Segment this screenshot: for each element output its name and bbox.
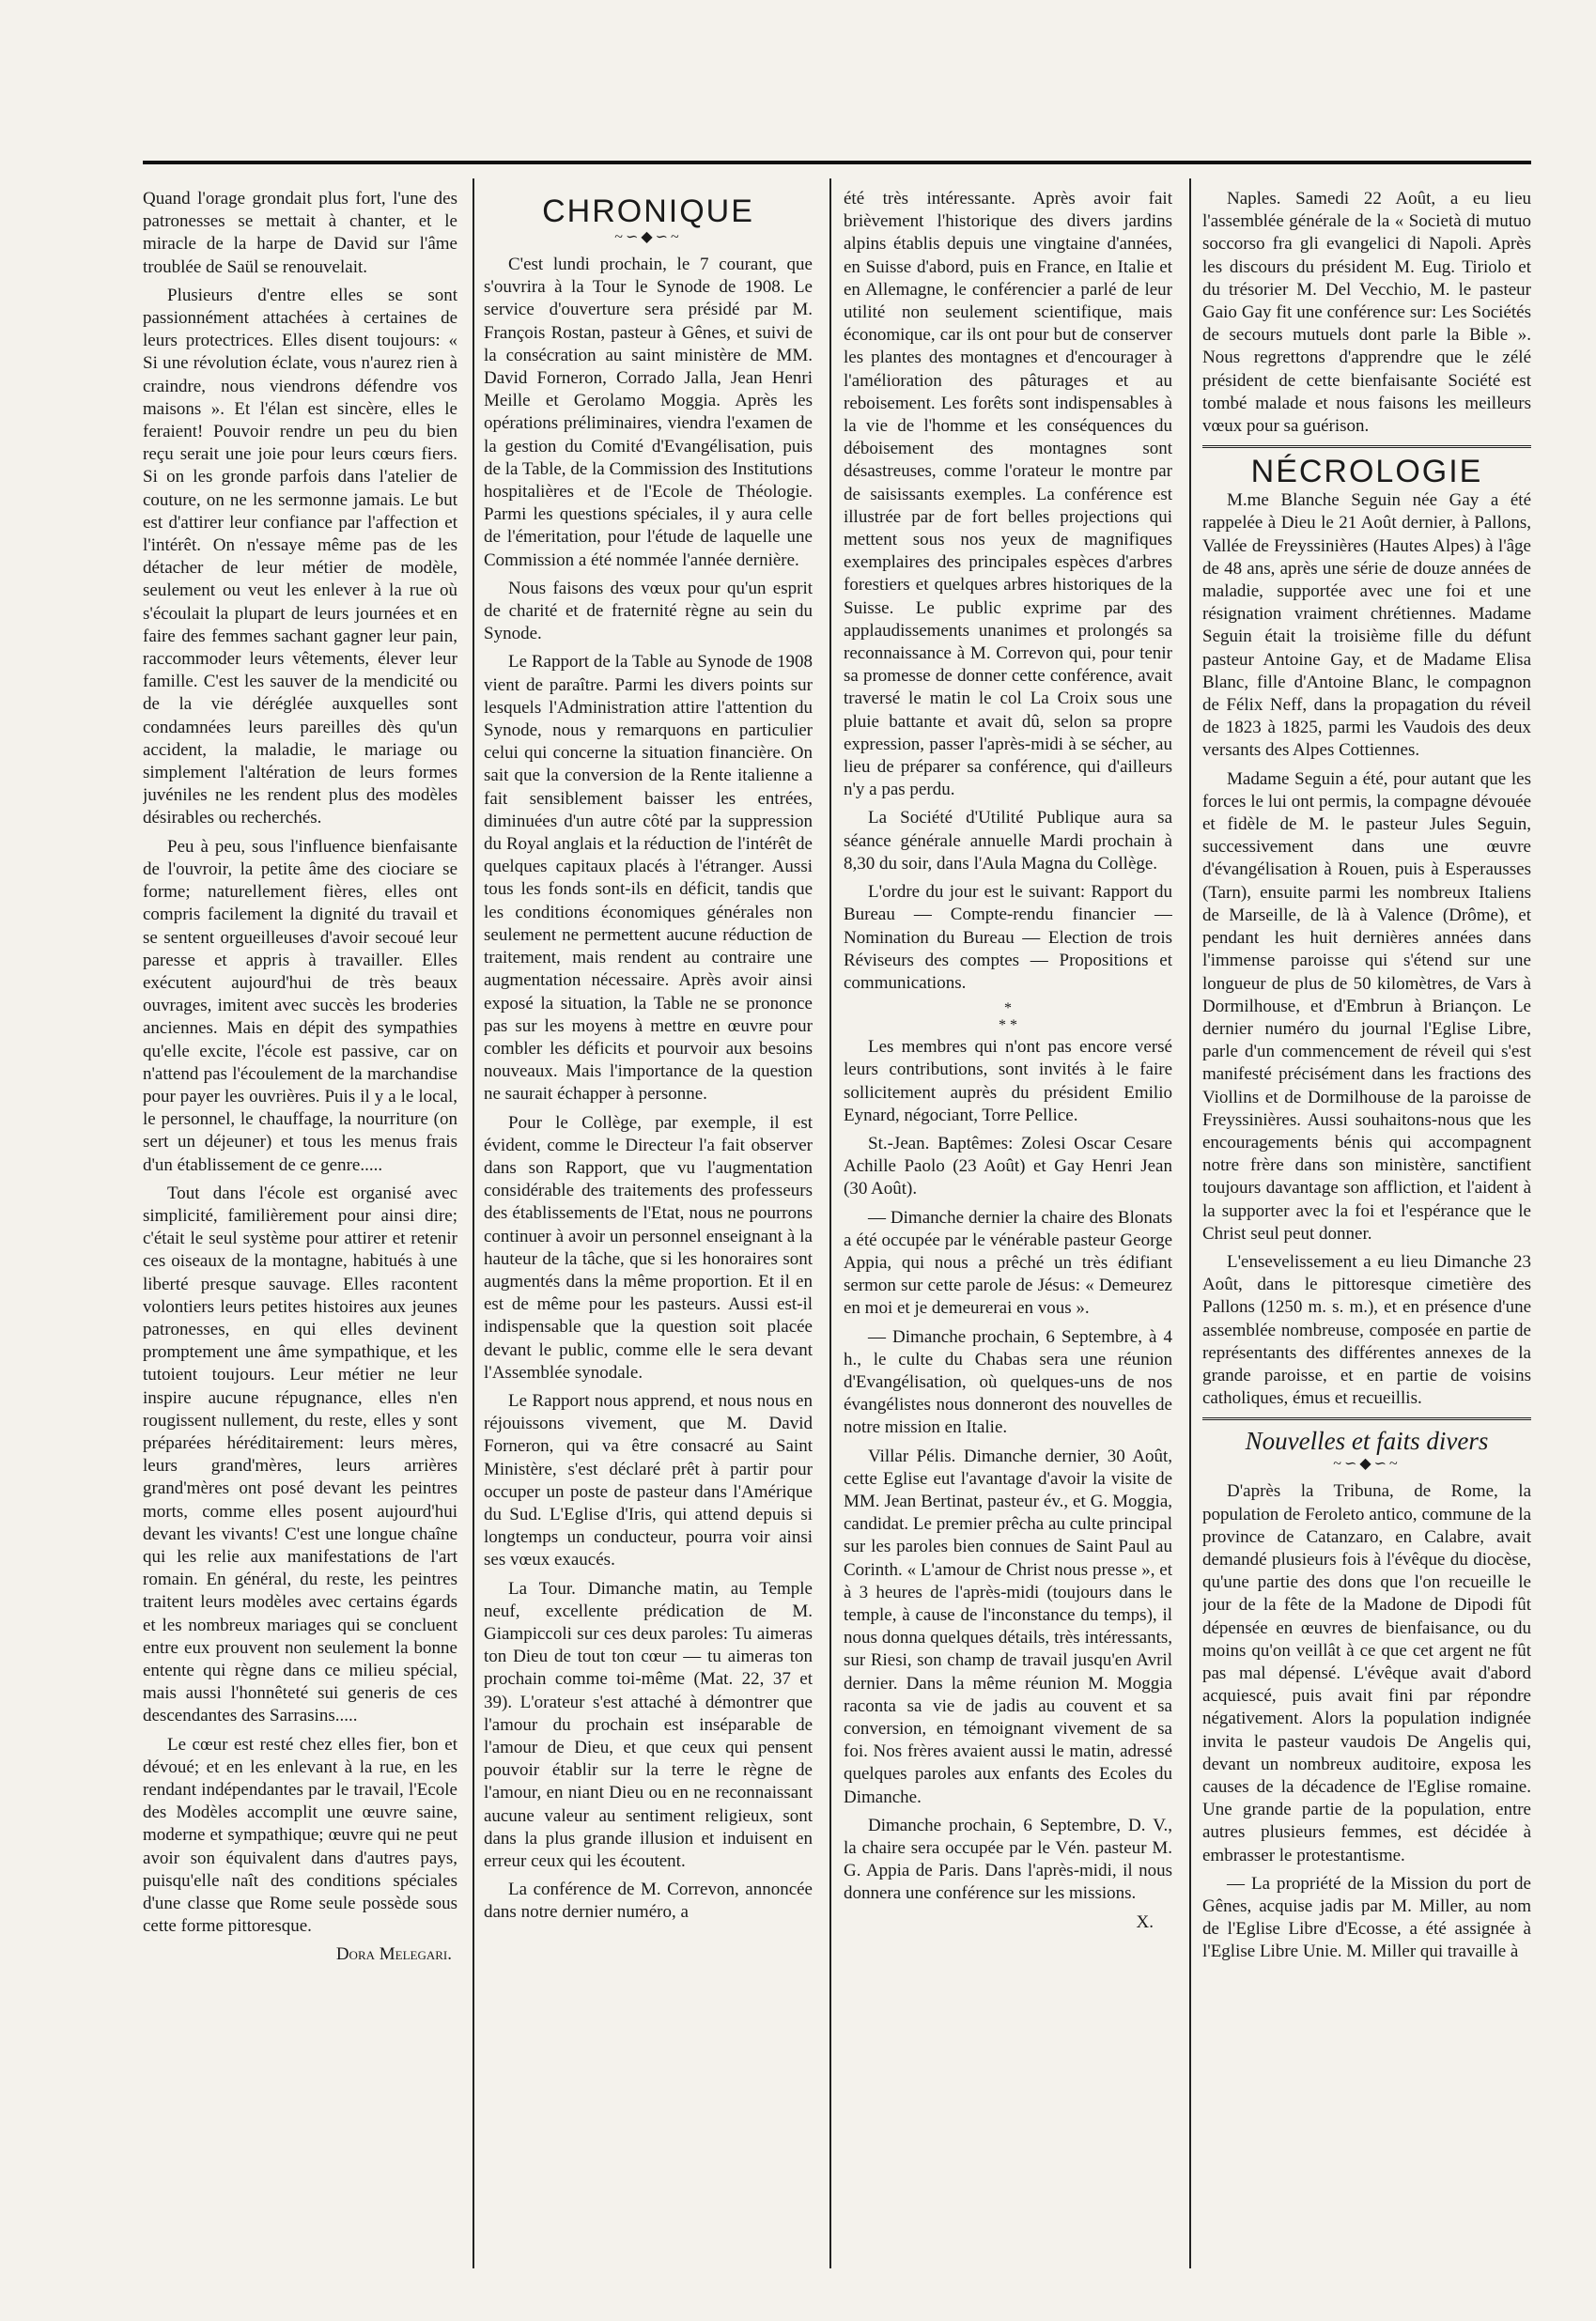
column-separator bbox=[473, 178, 474, 2268]
paragraph: — Dimanche prochain, 6 Septembre, à 4 h., le culte du Chabas sera une réunion d'Evangélisation, où quelques-uns de nos évangélistes nous donneront des nouvelles de notre mission en Italie. bbox=[844, 1326, 1172, 1438]
paragraph: Nous faisons des vœux pour qu'un esprit de charité et de fraternité règne au sein du Synode. bbox=[484, 578, 813, 644]
paragraph: D'après la Tribuna, de Rome, la population de Feroleto antico, commune de la province de Catanzaro, en Calabre, avait demandé plusieurs fois à l'évêque du diocèse, qu'une partie des dons que l'on recueille le jour de la fête de la Madone de Dipodi fût dépensée en œuvres de bienfaisance, ou du moins qu'on veillât à ce que cet argent ne fût pas mal dépensé. L'évêque avait d'abord acquiescé, puis avait fini par répondre négativement. Alors la population indignée invita le pasteur vaudois De Angelis qui, devant un nombreux auditoire, exposa les causes de la décadence de l'Eglise romaine. Une grande partie de la population, entre autres plusieurs femmes, est décidée à embrasser le protestantisme. bbox=[1202, 1481, 1531, 1865]
paragraph: C'est lundi prochain, le 7 courant, que s'ouvrira à la Tour le Synode de 1908. Le service d'ouverture sera présidé par M. François Rostan, pasteur à Gênes, et suivi de la consécration au saint ministère de MM. David Forneron, Corrado Jalla, Jean Henri Meille et Gerolamo Moggia. Après les opérations préliminaires, viendra l'examen de la gestion du Comité d'Evangélisation, puis de la Table, de la Commission des Institutions hospitalières et de l'Ecole de Théologie. Parmi les questions spéciales, il y aura celle de l'émeritation, pour l'étude de laquelle une Commission a été nommée l'année dernière. bbox=[484, 255, 813, 570]
paragraph: Plusieurs d'entre elles se sont passionnément attachées à certaines de leurs protectrices. Elles disent toujours: « Si une révolution éclate, vous n'aurez rien à craindre, nous viendrons défendre vos maisons ». Et l'élan est sincère, elles le feraient! Pouvoir rendre un peu du bien reçu serait une joie pour leurs cœurs fiers. Si on les gronde parfois dans l'atelier de couture, on ne les sermonne jamais. Le but est d'attirer leur confiance par l'affection et l'intérêt. On n'essaye même pas de les détacher de leur métier de modèle, seulement ou veut les enlever à la rue où s'écoulait la plupart de leurs journées et en faire des femmes sachant gagner leur pain, raccommoder leurs vêtements, élever leur famille. C'est les sauver de la mendicité ou de la vie déréglée auxquelles sont condamnées leurs pareilles dès qu'un accident, la maladie, le mariage ou simplement l'altération de leurs formes juvéniles ne les rendent plus des modèles désirables ou recherchés. bbox=[143, 285, 457, 828]
section-rule bbox=[1202, 1417, 1531, 1420]
ornament-divider: ~∽◆∽~ bbox=[1333, 1456, 1401, 1473]
section-rule bbox=[1202, 445, 1531, 448]
paragraph: Le Rapport de la Table au Synode de 1908 vient de paraître. Parmi les divers points sur lesquels l'Administration attire l'attention du Synode, nous y remarquons en particulier celui qui concerne la situation financière. On sait que la conversion de la Rente italienne a fait sensiblement baisser les entrées, diminuées d'un autre côté par la suppression du Royal anglais et la réduction de l'intérêt de quelques capitaux placés à l'étranger. Aussi tous les fonds sont-ils en déficit, tandis que les conditions économiques générales non seulement ne permettent aucune réduction de traitement, mais rendent au contraire une augmentation nécessaire. Après avoir ainsi exposé la situation, la Table ne se prononce pas sur les moyens à mettre en œuvre pour combler les déficits et pourvoir aux besoins nouveaux. Mais l'importance de la question ne saurait échapper à personne. bbox=[484, 652, 813, 1105]
paragraph: — Dimanche dernier la chaire des Blonats a été occupée par le vénérable pasteur George Appia, qui nous a prêché un très édifiant sermon sur cette parole de Jésus: « Demeurez en moi et je demeurerai en vous ». bbox=[844, 1207, 1172, 1319]
paragraph: — La propriété de la Mission du port de Gênes, acquise jadis par M. Miller, au nom de l'Eglise Libre d'Ecosse, a été assignée à l'Eglise Libre Unie. M. Miller qui travaille à bbox=[1202, 1873, 1531, 1962]
column-2 bbox=[484, 188, 813, 2264]
paragraph: Villar Pélis. Dimanche dernier, 30 Août, cette Eglise eut l'avantage d'avoir la visite de MM. Jean Bertinat, pasteur év., et G. Moggia, candidat. Le premier prêcha au culte principal sur les paroles bien connues de Saint Paul au Corinth. « L'amour de Christ nous presse », et à 3 heures de l'après-midi (toujours dans le temple, à cause de l'inconstance du temps), il nous donna quelques détails, très intéressants, sur Riesi, son champ de travail jusqu'en Avril dernier. Dans la même réunion M. Moggia raconta sa vie de jadis au couvent et sa conversion, en témoignant vivement de sa foi. Nos frères avaient aussi le matin, adressé quelques paroles aux enfants des Ecoles du Dimanche. bbox=[844, 1446, 1172, 1807]
paragraph: Peu à peu, sous l'influence bienfaisante de l'ouvroir, la petite âme des ciociare se forme; naturellement fières, elles ont compris facilement la dignité du travail et se sentent orgueilleuses d'avoir secoué leur paresse et appris à travailler. Elles exécutent aujourd'hui de très beaux ouvrages, imitent avec succès les broderies anciennes. Mais en dépit des sympathies qu'elle excite, l'école est passive, car on n'attend pas l'écoulement de la marchandise pour payer les ouvrières. Puis il y a le local, le personnel, le chauffage, la nourriture (on sert un déjeuner) et tous les menus frais d'un établissement de ce genre..... bbox=[143, 836, 457, 1175]
paragraph: Tout dans l'école est organisé avec simplicité, familièrement pour ainsi dire; c'était le seul système pour attirer et retenir ces oiseaux de la montagne, habitués à une liberté presque sauvage. Elles racontent volontiers leurs petites histoires aux jeunes patronesses, en qui elles devinent promptement une âme sympathique, et les tutoient toujours. Leur métier ne leur inspire aucune répugnance, elles n'en rougissent nullement, du reste, elles y sont préparées héréditairement: leurs mères, leurs grand'mères, leurs arrières grand'mères ont posé devant les peintres morts, comme elles posent aujourd'hui devant les vivants! C'est une longue chaîne qui les relie aux manifestations de l'art romain. En général, du reste, les peintres traitent leurs modèles avec certains égards et les nombreux mariages qui se concluent entre eux prouvent non seulement la bonne entente qui règne dans ce milieu spécial, mais aussi l'honnêteté sui generis de ces descendantes des Sarrasins..... bbox=[143, 1183, 457, 1726]
asterism: * * * bbox=[999, 1000, 1017, 1034]
paragraph: La Tour. Dimanche matin, au Temple neuf, excellente prédication de M. Giampiccoli sur ces deux paroles: Tu aimeras ton Dieu de tout ton cœur — tu aimeras ton prochain comme toi-même (Mat. 22, 37 et 39). L'orateur s'est attaché à démontrer que l'amour du prochain est inséparable de l'amour de Dieu, et que ceux qui pensent pouvoir établir sur la terre le règne de l'amour, en niant Dieu ou en ne reconnaissant aucune valeur au sentiment religieux, sont dans la plus grande illusion et induisent en erreur ceux qui les écoutent. bbox=[484, 1578, 813, 1872]
paragraph: Le Rapport nous apprend, et nous nous en réjouissons vivement, que M. David Forneron, qui va être consacré au Saint Ministère, s'est déclaré prêt à partir pour occuper un poste de pasteur dans l'Amérique du Sud. L'Eglise d'Iris, qui attend depuis si longtemps un conducteur, pourra voir ainsi ses vœux exaucés. bbox=[484, 1390, 813, 1571]
paragraph: La conférence de M. Correvon, annoncée dans notre dernier numéro, a bbox=[484, 1880, 813, 1923]
paragraph: Naples. Samedi 22 Août, a eu lieu l'assemblée générale de la « Società di mutuo soccorso fra gli evangelici di Napoli. Après les discours du président M. Eug. Tiriolo et du trésorier M. Del Vecchio, M. le pasteur Gaio Gay fit une conférence sur: Les Sociétés de secours mutuels dont parle la Bible ». Nous regrettons d'apprendre que le zélé président de cette bienfaisante Société est tombé malade et nous faisons les meilleurs vœux pour sa guérison. bbox=[1202, 189, 1531, 437]
paragraph: M.me Blanche Seguin née Gay a été rappelée à Dieu le 21 Août dernier, à Pallons, Vallée de Freyssinières (Hautes Alpes) à l'âge de 48 ans, après une série de douze années de maladie, supportée avec une foi et une résignation vraiment chrétiennes. Madame Seguin était la troisième fille du défunt pasteur Antoine Gay, et de Madame Elisa Blanc, fille d'Antoine Blanc, le compagnon de Félix Neff, dans la propagation du réveil de 1823 à 1825, parmi les Vaudois des deux versants des Alpes Cottiennes. bbox=[1202, 490, 1531, 761]
paragraph: Pour le Collège, par exemple, il est évident, comme le Directeur l'a fait observer dans son Rapport, que vu l'augmentation considérable des traitements des professeurs des établissements de l'Etat, nous ne pourrons continuer à avoir un personnel enseignant à la hauteur de la tâche, que si les honoraires sont augmentés dans la même proportion. Et il en est de même pour les pasteurs. Aussi est-il indispensable que la question soit placée devant le public, comme elle le sera devant l'Assemblée synodale. bbox=[484, 1112, 813, 1383]
paragraph: L'ensevelissement a eu lieu Dimanche 23 Août, dans le pittoresque cimetière des Pallons (1250 m. s. m.), et en présence d'une assemblée nombreuse, composée en partie de représentants des différentes annexes de la grande paroisse, et en partie de voisins catholiques, émus et recueillis. bbox=[1202, 1251, 1531, 1409]
author-signature: X. bbox=[1136, 1911, 1154, 1932]
paragraph: été très intéressante. Après avoir fait brièvement l'historique des divers jardins alpins établis depuis une vingtaine d'années, en Suisse d'abord, puis en France, en Italie et en Allemagne, le conférencier a parlé de leur utilité non seulement scientifique, mais économique, car ils ont pour but de conserver les plantes des montagnes et d'encourager à l'amélioration des pâturages et au reboisement. Les forêts sont indispensables à la vie de l'homme et les conséquences du déboisement des montagnes sont désastreuses, comme l'orateur le montre par de saisissants exemples. La conférence est illustrée par de fort belles projections qui mettent sous nos yeux de magnifiques exemplaires des principales espèces d'arbres forestiers et quelques arbres historiques de la Suisse. Le public exprime par des applaudissements unanimes et prolongés sa reconnaissance à M. Correvon qui, pour tenir sa promesse de donner cette conférence, avait traversé le matin le col La Croix sous une pluie battante et avait dû, selon sa propre expression, passer l'après-midi à se sécher, au lieu de préparer sa conférence, qui d'ailleurs n'y a pas perdu. bbox=[844, 189, 1172, 800]
section-heading-nouvelles: Nouvelles et faits divers bbox=[1245, 1427, 1489, 1456]
column-1 bbox=[143, 188, 457, 2264]
paragraph: L'ordre du jour est le suivant: Rapport du Bureau — Compte-rendu financier — Nomination du Bureau — Election de trois Réviseurs des comptes — Propositions et communications. bbox=[844, 882, 1172, 993]
paragraph: Le cœur est resté chez elles fier, bon et dévoué; et en les enlevant à la rue, en les rendant indépendantes par le travail, l'Ecole des Modèles accomplit une œuvre saine, moderne et sympathique; œuvre qui ne peut avoir son équivalent dans d'autres pays, puisqu'elle naît des conditions spéciales d'une classe que Rome seule possède sous cette forme pittoresque. bbox=[143, 1734, 457, 1937]
column-4 bbox=[1202, 188, 1531, 2264]
paragraph: La Société d'Utilité Publique aura sa séance générale annuelle Mardi prochain à 8,30 du soir, dans l'Aula Magna du Collège. bbox=[844, 808, 1172, 874]
paragraph: St.-Jean. Baptêmes: Zolesi Oscar Cesare Achille Paolo (23 Août) et Gay Henri Jean (30 Août). bbox=[844, 1133, 1172, 1199]
paragraph: Les membres qui n'ont pas encore versé leurs contributions, sont invités à le faire sollicitement auprès du président Emilio Eynard, négociant, Torre Pellice. bbox=[844, 1037, 1172, 1125]
column-separator bbox=[1189, 178, 1191, 2268]
section-heading-necrologie: NÉCROLOGIE bbox=[1250, 454, 1483, 490]
paragraph: Madame Seguin a été, pour autant que les forces le lui ont permis, la compagne dévouée et fidèle de M. le pasteur Jules Seguin, successivement dans une œuvre d'évangélisation à Rouen, puis à Esperausses (Tarn), ensuite parmi les nombreux Italiens de Marseille, de là à Valence (Drôme), et pendant les huit dernières années dans l'immense paroisse qui s'étend sur une longueur de plus de 50 kilomètres, de Vars à Dormilhouse, et d'Embrun à Briançon. Le dernier numéro du journal l'Eglise Libre, parle d'un commencement de réveil qui s'est manifesté précisément dans les fractions des Viollins et de Dormilhouse de la paroisse de Freyssinières. Aussi souhaitons-nous que les encouragements bénis qui accompagnent notre frère dans son ministère, sanctifient toujours davantage son affliction, et l'aident à la supporter avec la foi et l'espérance que le Christ seul peut donner. bbox=[1202, 768, 1531, 1244]
paragraph: Dimanche prochain, 6 Septembre, D. V., la chaire sera occupée par le Vén. pasteur M. G. Appia de Paris. Dans l'après-midi, il nous donnera une conférence sur les missions. bbox=[844, 1815, 1172, 1904]
ornament-divider: ~∽◆∽~ bbox=[614, 229, 682, 245]
column-separator bbox=[829, 178, 831, 2268]
author-signature: Dora Melegari. bbox=[335, 1944, 452, 1965]
section-heading-chronique: CHRONIQUE bbox=[542, 193, 754, 229]
column-3 bbox=[844, 188, 1172, 2264]
top-rule bbox=[143, 161, 1531, 164]
paragraph: Quand l'orage grondait plus fort, l'une des patronesses se mettait à chanter, et le miracle de la harpe de David sur l'âme troublée de Saül se renouvelait. bbox=[143, 189, 457, 277]
